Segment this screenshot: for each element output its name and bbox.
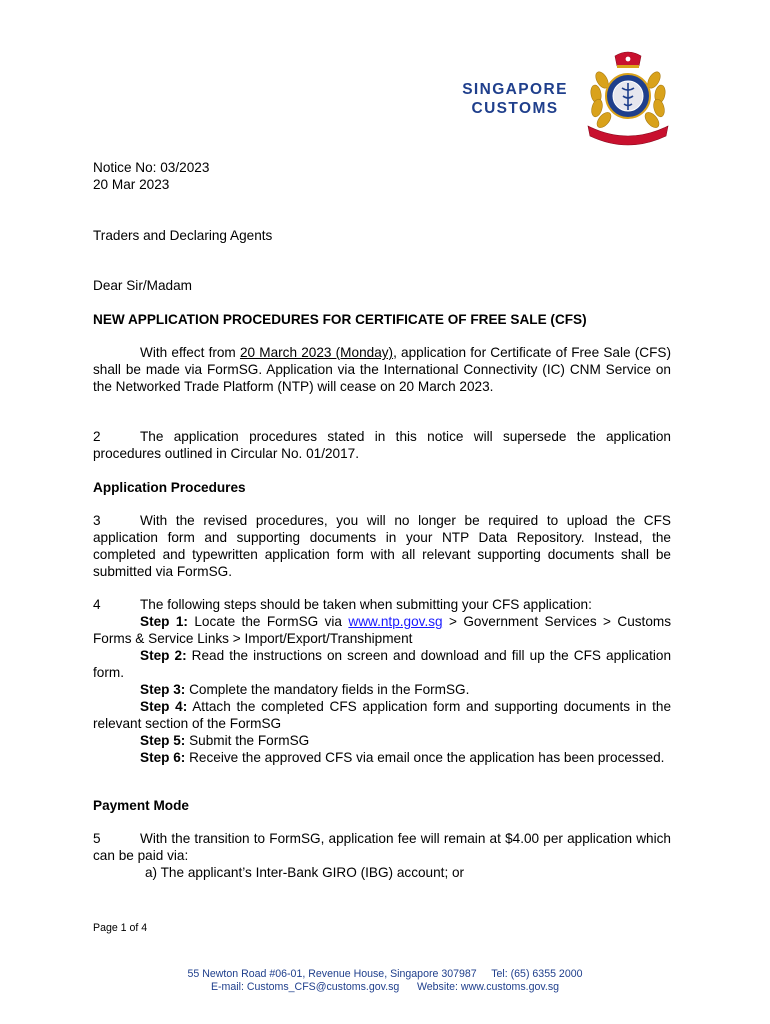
footer-contact: E-mail: Customs_CFS@customs.gov.sg Website: www.customs.gov.sg: [210, 981, 560, 993]
notice-number: Notice No: 03/2023: [93, 160, 210, 175]
step-2: [93, 647, 671, 681]
step-6-label: Step 6:: [140, 750, 186, 765]
step-6-text: Receive the approved CFS via email once the application has been processed.: [185, 750, 665, 765]
para4-intro: [93, 596, 671, 613]
paragraph-3: [93, 512, 671, 580]
salutation: Dear Sir/Madam: [93, 278, 192, 293]
brand-line2: CUSTOMS: [471, 100, 559, 117]
step-2-label: Step 2:: [140, 648, 187, 663]
step-5: [93, 732, 671, 749]
para1-post: , application for Certificate of Free Sale (CFS) shall be made via FormSG. Application via the International Connectivity (IC) CNM Service on the Networked Trade Platform (NTP) will cease on 20 March 2023.: [93, 345, 671, 394]
para2-text: The application procedures stated in this notice will supersede the application procedures outlined in Circular No. 01/2017.: [93, 429, 671, 461]
step-5-text: Submit the FormSG: [185, 733, 310, 748]
section-payment-mode: Payment Mode: [93, 798, 189, 813]
step-3-text: Complete the mandatory fields in the FormSG.: [185, 682, 470, 697]
brand-name: [440, 80, 590, 118]
para5-text: With the transition to FormSG, application fee will remain at $4.00 per application which can be paid via:: [93, 831, 671, 863]
step-2-text: Read the instructions on screen and download and fill up the CFS application form.: [93, 648, 671, 680]
step-1-label: Step 1:: [140, 614, 188, 629]
para4-number: 4: [93, 597, 101, 612]
step-6: [93, 749, 671, 766]
payment-option-a: a) The applicant’s Inter-Bank GIRO (IBG) account; or: [145, 865, 465, 880]
step-5-label: Step 5:: [140, 733, 186, 748]
notice-date: 20 Mar 2023: [93, 177, 170, 192]
paragraph-2: [93, 428, 671, 462]
para5-number: 5: [93, 831, 101, 846]
para1-effective-date: 20 March 2023 (Monday): [239, 345, 394, 360]
step-3: [93, 681, 671, 698]
para3-text: With the revised procedures, you will no longer be required to upload the CFS application form and supporting documents in your NTP Data Repository. Instead, the completed and typewritten application form with all relevant supporting documents shall be submitted via FormSG.: [93, 513, 671, 579]
para2-number: 2: [93, 429, 101, 444]
banner-ribbon-icon: [588, 126, 668, 145]
footer-address: 55 Newton Road #06-01, Revenue House, Singapore 307987 Tel: (65) 6355 2000: [187, 968, 583, 980]
paragraph-5: [93, 830, 671, 864]
para3-number: 3: [93, 513, 101, 528]
crown-icon: [615, 52, 641, 68]
notice-title: NEW APPLICATION PROCEDURES FOR CERTIFICATE OF FREE SALE (CFS): [93, 312, 587, 327]
step-1-post: > Government Services > Customs Forms & Service Links > Import/Export/Transhipment: [93, 614, 672, 646]
step-4-label: Step 4:: [140, 699, 188, 714]
paragraph-1: [93, 344, 671, 395]
para4-text: The following steps should be taken when submitting your CFS application:: [140, 597, 592, 612]
page-number: Page 1 of 4: [93, 922, 148, 934]
step-4-text: Attach the completed CFS application form and supporting documents in the relevant section of the FormSG: [93, 699, 672, 731]
step-3-label: Step 3:: [140, 682, 186, 697]
paragraph-4: [93, 596, 671, 766]
recipients: Traders and Declaring Agents: [93, 228, 273, 243]
brand-line1: SINGAPORE: [462, 81, 568, 98]
ntp-link[interactable]: www.ntp.gov.sg: [348, 614, 443, 629]
para1-pre: With effect from: [140, 345, 240, 360]
section-application-procedures: Application Procedures: [93, 480, 246, 495]
step-4: [93, 698, 671, 732]
customs-crest-logo: [582, 50, 674, 146]
step-1-pre: Locate the FormSG via: [187, 614, 349, 629]
step-1: [93, 613, 671, 647]
